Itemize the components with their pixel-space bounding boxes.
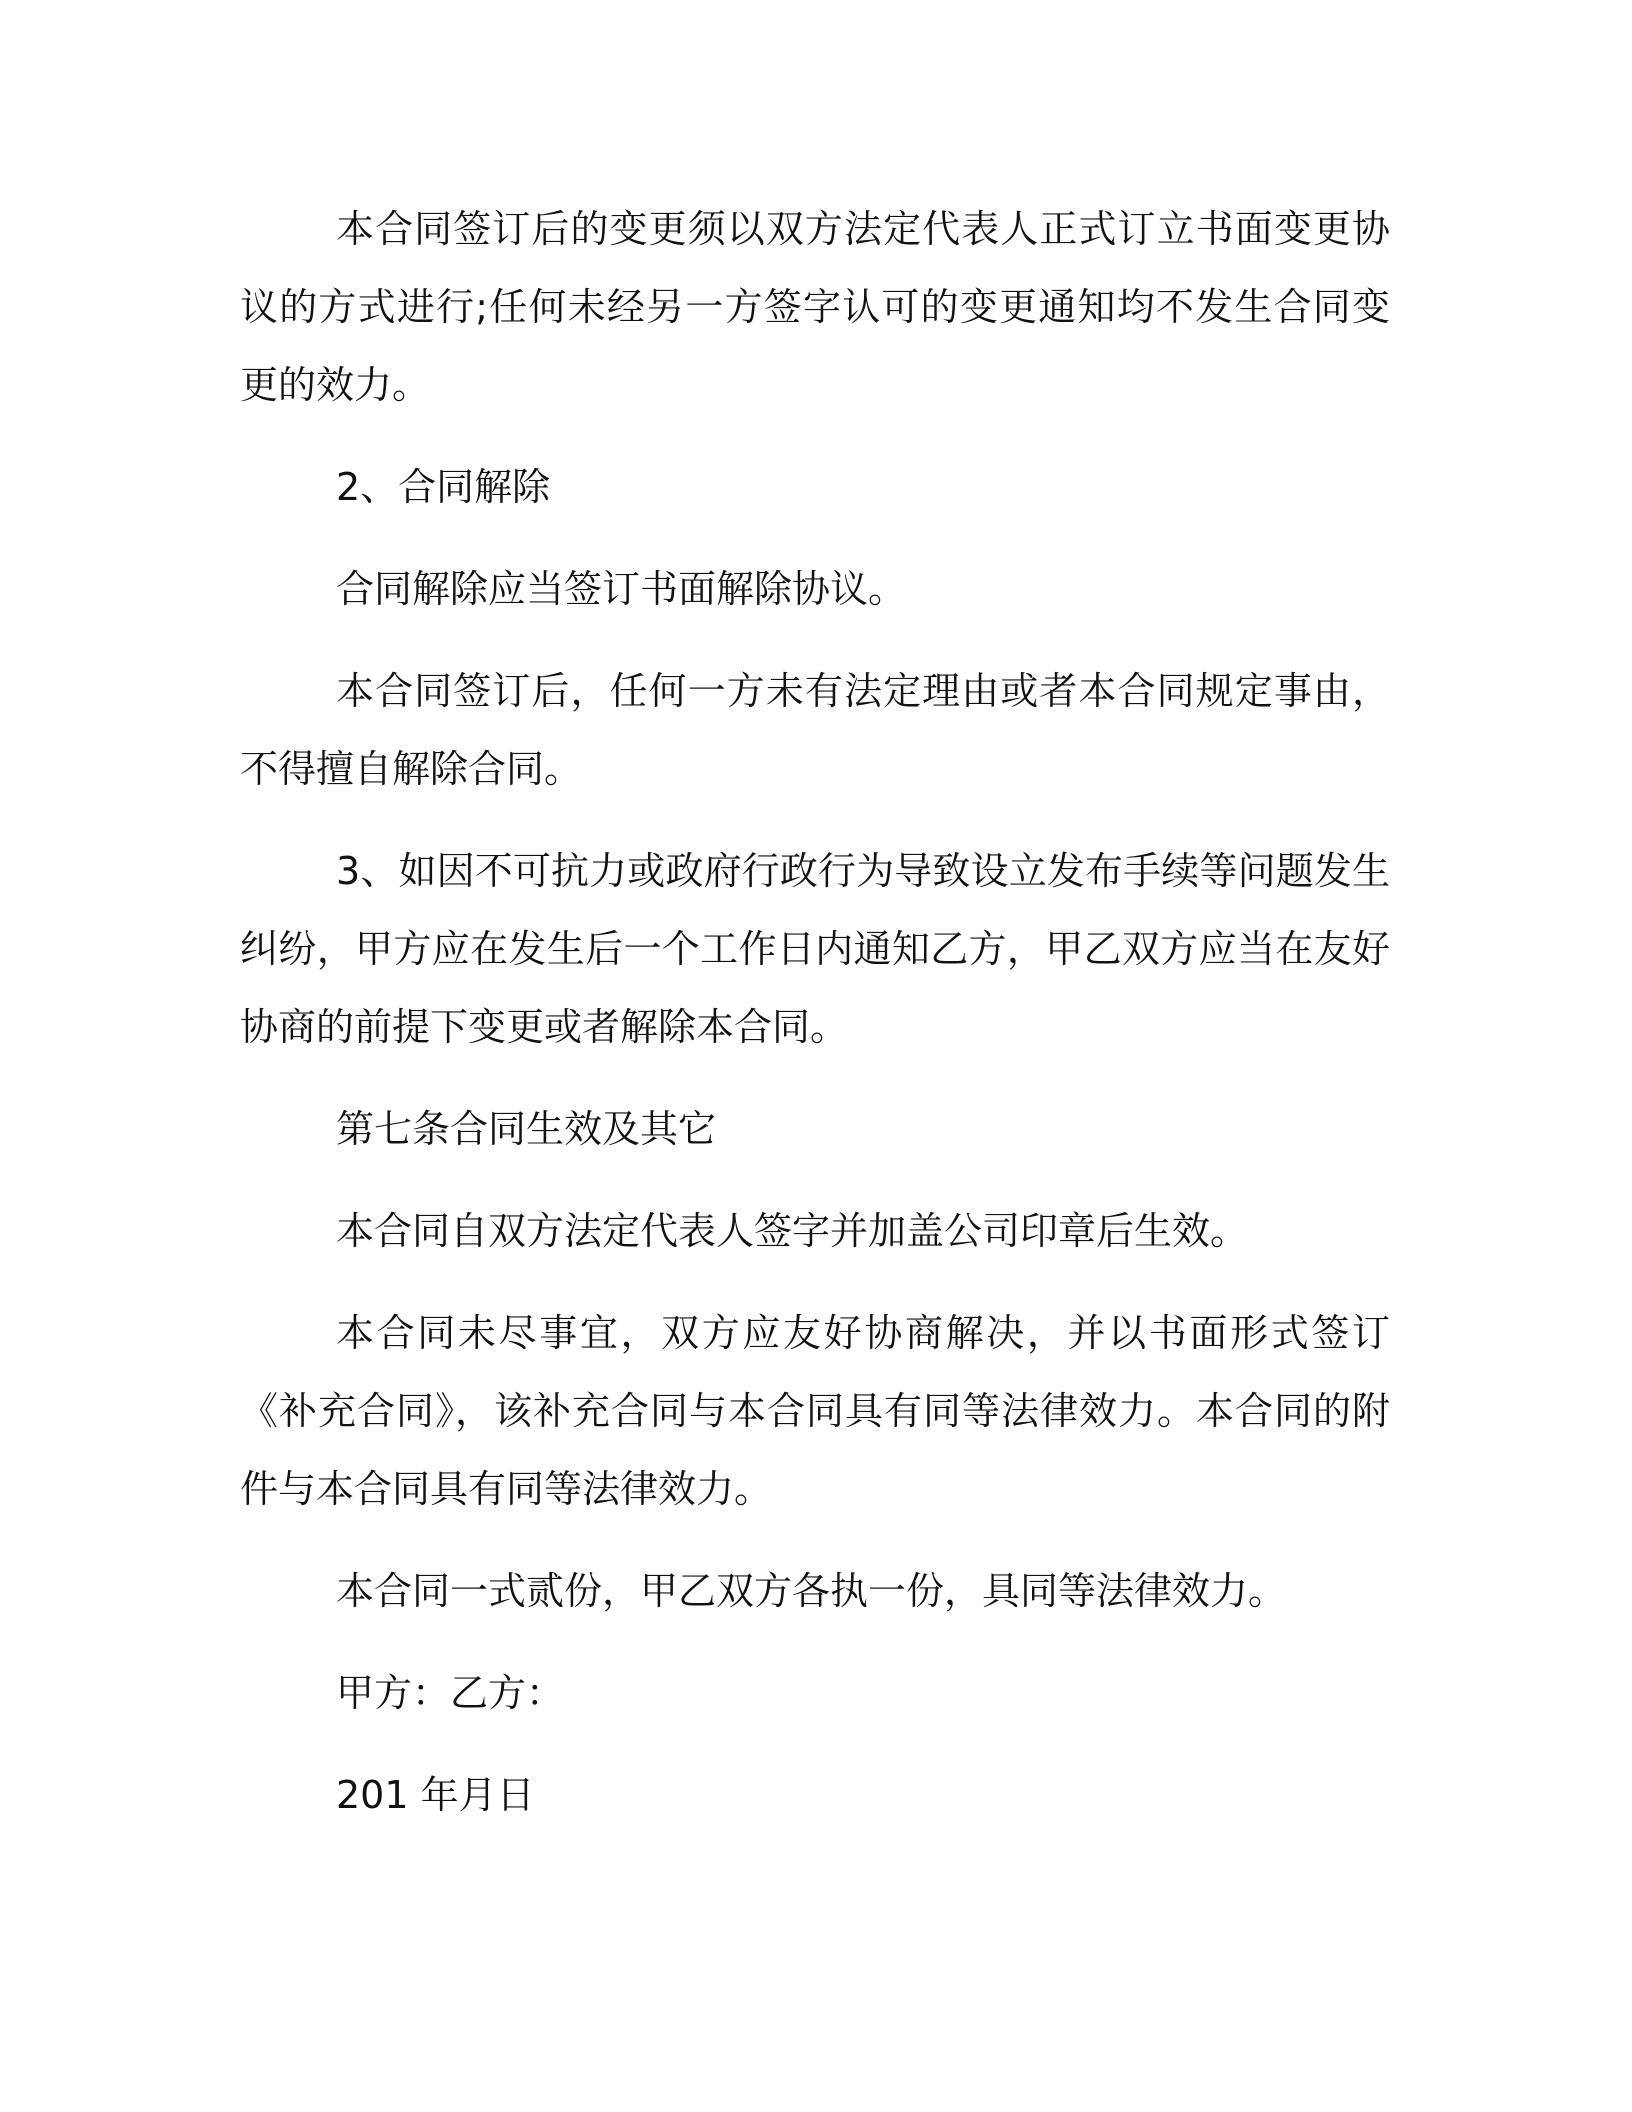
signature-line: 甲方：乙方： [336,1671,565,1715]
document-body [240,190,1390,1858]
paragraph-effectiveness: 本合同自双方法定代表人签字并加盖公司印章后生效。 [336,1209,1249,1253]
paragraph-no-unilateral-termination: 本合同签订后，任何一方未有法定理由或者本合同规定事由，不得擅自解除合同。 [240,669,1390,791]
paragraph-force-majeure: 3、如因不可抗力或政府行政行为导致设立发布手续等问题发生纠纷，甲方应在发生后一个工作日内通知乙方，甲乙双方应当在友好协商的前提下变更或者解除本合同。 [240,849,1390,1049]
paragraph-supplementary: 本合同未尽事宜，双方应友好协商解决，并以书面形式签订《补充合同》，该补充合同与本合同具有同等法律效力。本合同的附件与本合同具有同等法律效力。 [240,1311,1390,1511]
heading-contract-termination: 2、合同解除 [336,465,551,509]
paragraph-termination-agreement: 合同解除应当签订书面解除协议。 [336,567,907,611]
paragraph-copies: 本合同一式贰份，甲乙双方各执一份，具同等法律效力。 [336,1569,1287,1613]
paragraph-amendment: 本合同签订后的变更须以双方法定代表人正式订立书面变更协议的方式进行;任何未经另一方签字认可的变更通知均不发生合同变更的效力。 [240,207,1390,407]
heading-article-seven: 第七条合同生效及其它 [336,1107,717,1151]
date-line: 201 年月日 [336,1773,535,1817]
